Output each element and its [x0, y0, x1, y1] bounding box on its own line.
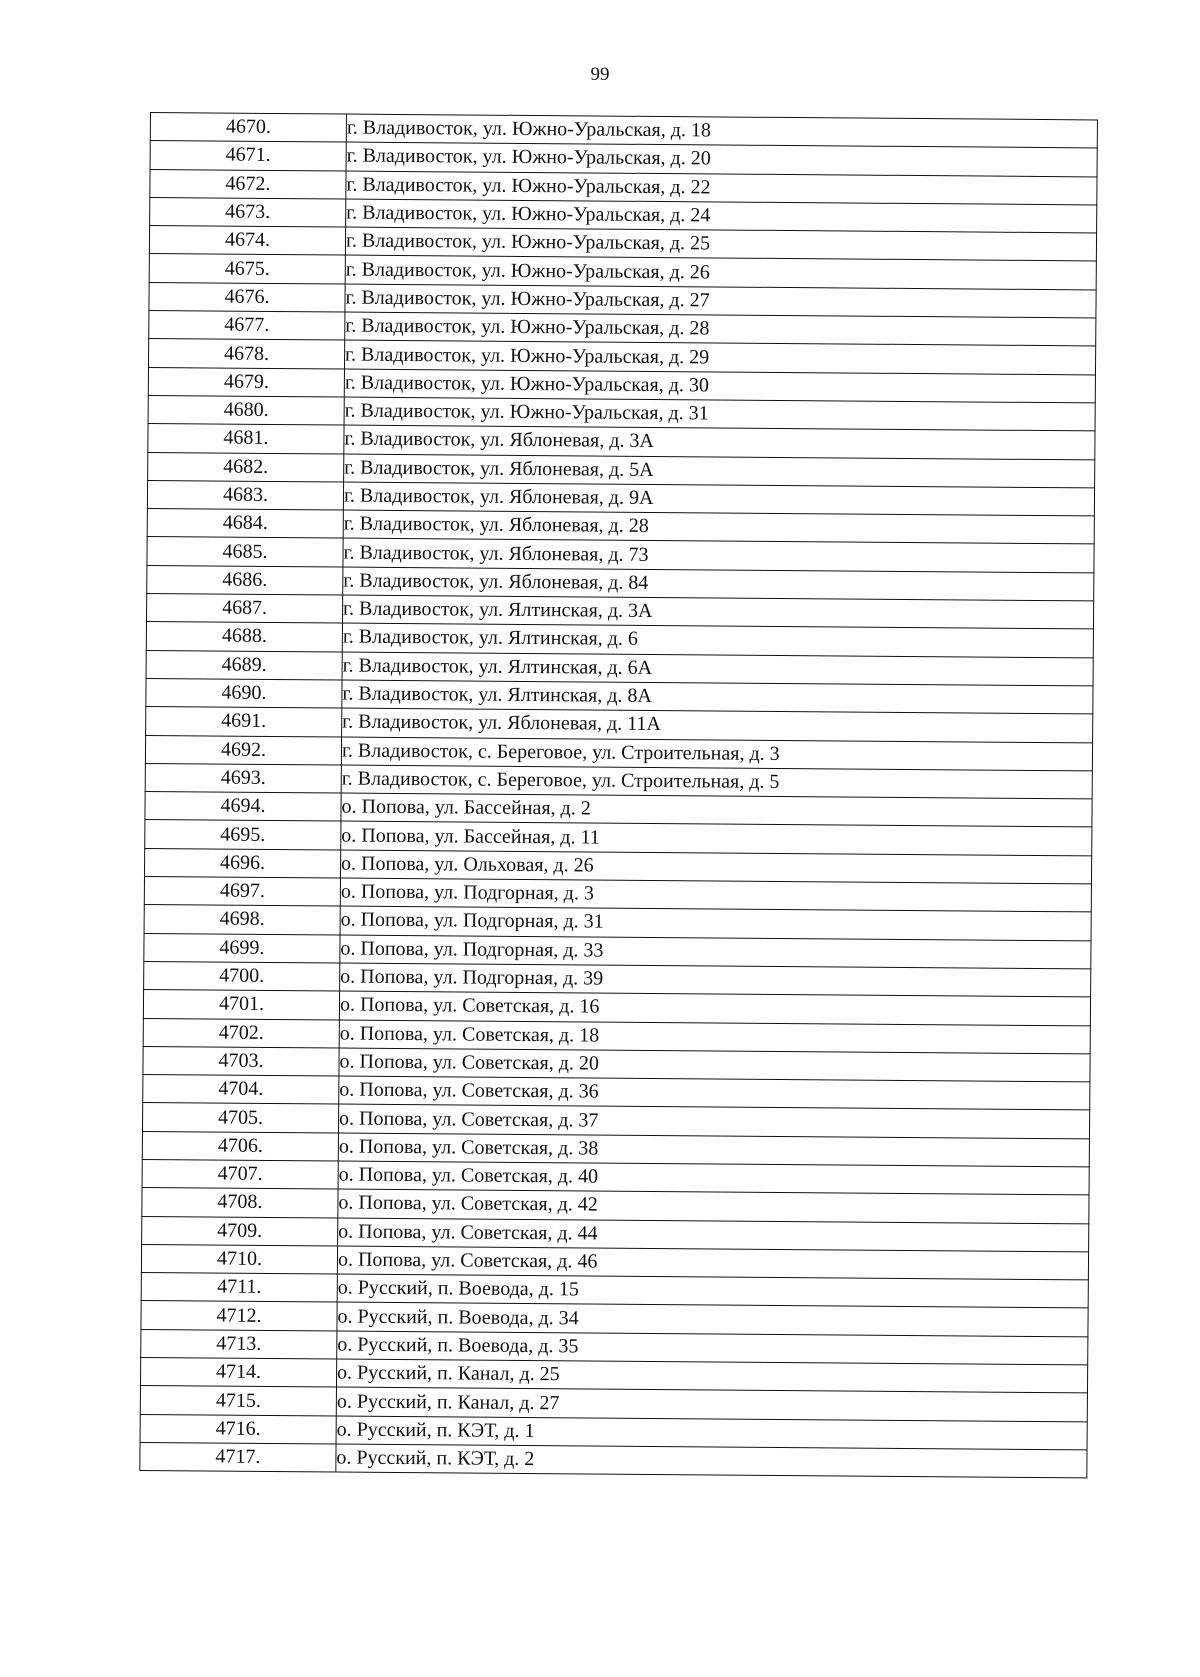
row-number-cell: 4713. [141, 1329, 337, 1359]
row-number-cell: 4671. [150, 141, 346, 171]
row-number-cell: 4675. [149, 254, 345, 284]
row-number-cell: 4698. [144, 905, 340, 935]
row-number-cell: 4691. [146, 707, 342, 737]
row-number-cell: 4681. [148, 424, 344, 454]
address-cell: г. Владивосток, с. Береговое, ул. Строительная, д. 3 [341, 737, 1092, 771]
address-cell: о. Русский, п. Воевода, д. 34 [337, 1302, 1088, 1336]
address-cell: г. Владивосток, ул. Яблоневая, д. 5А [344, 454, 1095, 488]
address-cell: о. Попова, ул. Советская, д. 38 [338, 1133, 1089, 1167]
address-cell: о. Попова, ул. Подгорная, д. 33 [340, 935, 1091, 969]
row-number-cell: 4697. [144, 876, 340, 906]
row-number-cell: 4689. [146, 650, 342, 680]
page-number: 99 [590, 64, 610, 85]
address-cell: о. Попова, ул. Советская, д. 42 [338, 1189, 1089, 1223]
address-cell: г. Владивосток, ул. Ялтинская, д. 8А [342, 680, 1093, 714]
address-cell: о. Попова, ул. Советская, д. 20 [339, 1048, 1090, 1082]
address-cell: г. Владивосток, ул. Южно-Уральская, д. 18 [346, 114, 1097, 148]
row-number-cell: 4711. [141, 1273, 337, 1303]
row-number-cell: 4700. [144, 961, 340, 991]
row-number-cell: 4717. [140, 1442, 336, 1472]
table-row [140, 1442, 1087, 1478]
row-number-cell: 4673. [150, 197, 346, 227]
address-cell: г. Владивосток, ул. Южно-Уральская, д. 29 [344, 340, 1095, 374]
address-cell: о. Русский, п. Воевода, д. 15 [337, 1274, 1088, 1308]
address-cell: о. Попова, ул. Бассейная, д. 2 [341, 793, 1092, 827]
row-number-cell: 4679. [148, 367, 344, 397]
row-number-cell: 4694. [145, 792, 341, 822]
row-number-cell: 4672. [150, 169, 346, 199]
address-cell: о. Попова, ул. Подгорная, д. 31 [340, 906, 1091, 940]
row-number-cell: 4687. [146, 594, 342, 624]
row-number-cell: 4704. [143, 1075, 339, 1105]
row-number-cell: 4678. [148, 339, 344, 369]
address-cell: о. Русский, п. Канал, д. 27 [336, 1387, 1087, 1421]
row-number-cell: 4670. [150, 113, 346, 143]
row-number-cell: 4680. [148, 395, 344, 425]
address-cell: г. Владивосток, ул. Южно-Уральская, д. 30 [344, 369, 1095, 403]
address-cell: г. Владивосток, ул. Южно-Уральская, д. 25 [345, 227, 1096, 261]
address-cell: о. Попова, ул. Советская, д. 46 [337, 1246, 1088, 1280]
row-number-cell: 4705. [142, 1103, 338, 1133]
address-cell: о. Русский, п. КЭТ, д. 2 [336, 1444, 1087, 1478]
address-cell: г. Владивосток, ул. Яблоневая, д. 3А [344, 425, 1095, 459]
address-cell: о. Попова, ул. Советская, д. 18 [339, 1020, 1090, 1054]
address-cell: о. Попова, ул. Советская, д. 36 [339, 1076, 1090, 1110]
row-number-cell: 4703. [143, 1046, 339, 1076]
address-cell: о. Русский, п. Канал, д. 25 [336, 1359, 1087, 1393]
row-number-cell: 4715. [140, 1386, 336, 1416]
address-table [139, 112, 1098, 1479]
address-cell: о. Попова, ул. Советская, д. 40 [338, 1161, 1089, 1195]
row-number-cell: 4676. [149, 282, 345, 312]
address-cell: о. Попова, ул. Советская, д. 44 [338, 1218, 1089, 1252]
address-cell: г. Владивосток, ул. Ялтинская, д. 6А [342, 652, 1093, 686]
address-cell: г. Владивосток, ул. Ялтинская, д. 3А [342, 595, 1093, 629]
row-number-cell: 4701. [143, 990, 339, 1020]
row-number-cell: 4688. [146, 622, 342, 652]
address-cell: о. Попова, ул. Подгорная, д. 39 [340, 963, 1091, 997]
row-number-cell: 4684. [147, 509, 343, 539]
address-cell: о. Попова, ул. Советская, д. 37 [338, 1104, 1089, 1138]
address-cell: о. Попова, ул. Бассейная, д. 11 [341, 821, 1092, 855]
row-number-cell: 4708. [142, 1188, 338, 1218]
address-cell: г. Владивосток, ул. Южно-Уральская, д. 28 [345, 312, 1096, 346]
row-number-cell: 4682. [148, 452, 344, 482]
address-cell: г. Владивосток, ул. Южно-Уральская, д. 20 [346, 142, 1097, 176]
address-cell: г. Владивосток, ул. Южно-Уральская, д. 31 [344, 397, 1095, 431]
address-cell: г. Владивосток, с. Береговое, ул. Строительная, д. 5 [341, 765, 1092, 799]
row-number-cell: 4683. [147, 480, 343, 510]
address-cell: г. Владивосток, ул. Яблоневая, д. 84 [343, 567, 1094, 601]
row-number-cell: 4707. [142, 1159, 338, 1189]
address-cell: г. Владивосток, ул. Южно-Уральская, д. 27 [345, 284, 1096, 318]
row-number-cell: 4692. [145, 735, 341, 765]
row-number-cell: 4712. [141, 1301, 337, 1331]
address-cell: о. Попова, ул. Ольховая, д. 26 [340, 850, 1091, 884]
row-number-cell: 4690. [146, 678, 342, 708]
address-cell: г. Владивосток, ул. Южно-Уральская, д. 26 [345, 256, 1096, 290]
row-number-cell: 4696. [144, 848, 340, 878]
address-cell: о. Русский, п. Воевода, д. 35 [337, 1331, 1088, 1365]
row-number-cell: 4693. [145, 763, 341, 793]
address-table-body [140, 113, 1098, 1479]
row-number-cell: 4716. [140, 1414, 336, 1444]
address-cell: г. Владивосток, ул. Южно-Уральская, д. 24 [346, 199, 1097, 233]
address-cell: о. Русский, п. КЭТ, д. 1 [336, 1416, 1087, 1450]
row-number-cell: 4699. [144, 933, 340, 963]
row-number-cell: 4674. [149, 226, 345, 256]
address-cell: г. Владивосток, ул. Яблоневая, д. 28 [343, 510, 1094, 544]
address-cell: г. Владивосток, ул. Ялтинская, д. 6 [342, 623, 1093, 657]
address-cell: о. Попова, ул. Подгорная, д. 3 [340, 878, 1091, 912]
address-cell: о. Попова, ул. Советская, д. 16 [339, 991, 1090, 1025]
address-cell: г. Владивосток, ул. Яблоневая, д. 11А [342, 708, 1093, 742]
row-number-cell: 4685. [147, 537, 343, 567]
row-number-cell: 4702. [143, 1018, 339, 1048]
row-number-cell: 4709. [142, 1216, 338, 1246]
row-number-cell: 4695. [145, 820, 341, 850]
row-number-cell: 4710. [141, 1244, 337, 1274]
row-number-cell: 4677. [149, 311, 345, 341]
row-number-cell: 4706. [142, 1131, 338, 1161]
row-number-cell: 4714. [140, 1358, 336, 1388]
row-number-cell: 4686. [147, 565, 343, 595]
address-cell: г. Владивосток, ул. Южно-Уральская, д. 22 [346, 171, 1097, 205]
address-cell: г. Владивосток, ул. Яблоневая, д. 9А [343, 482, 1094, 516]
address-cell: г. Владивосток, ул. Яблоневая, д. 73 [343, 538, 1094, 572]
